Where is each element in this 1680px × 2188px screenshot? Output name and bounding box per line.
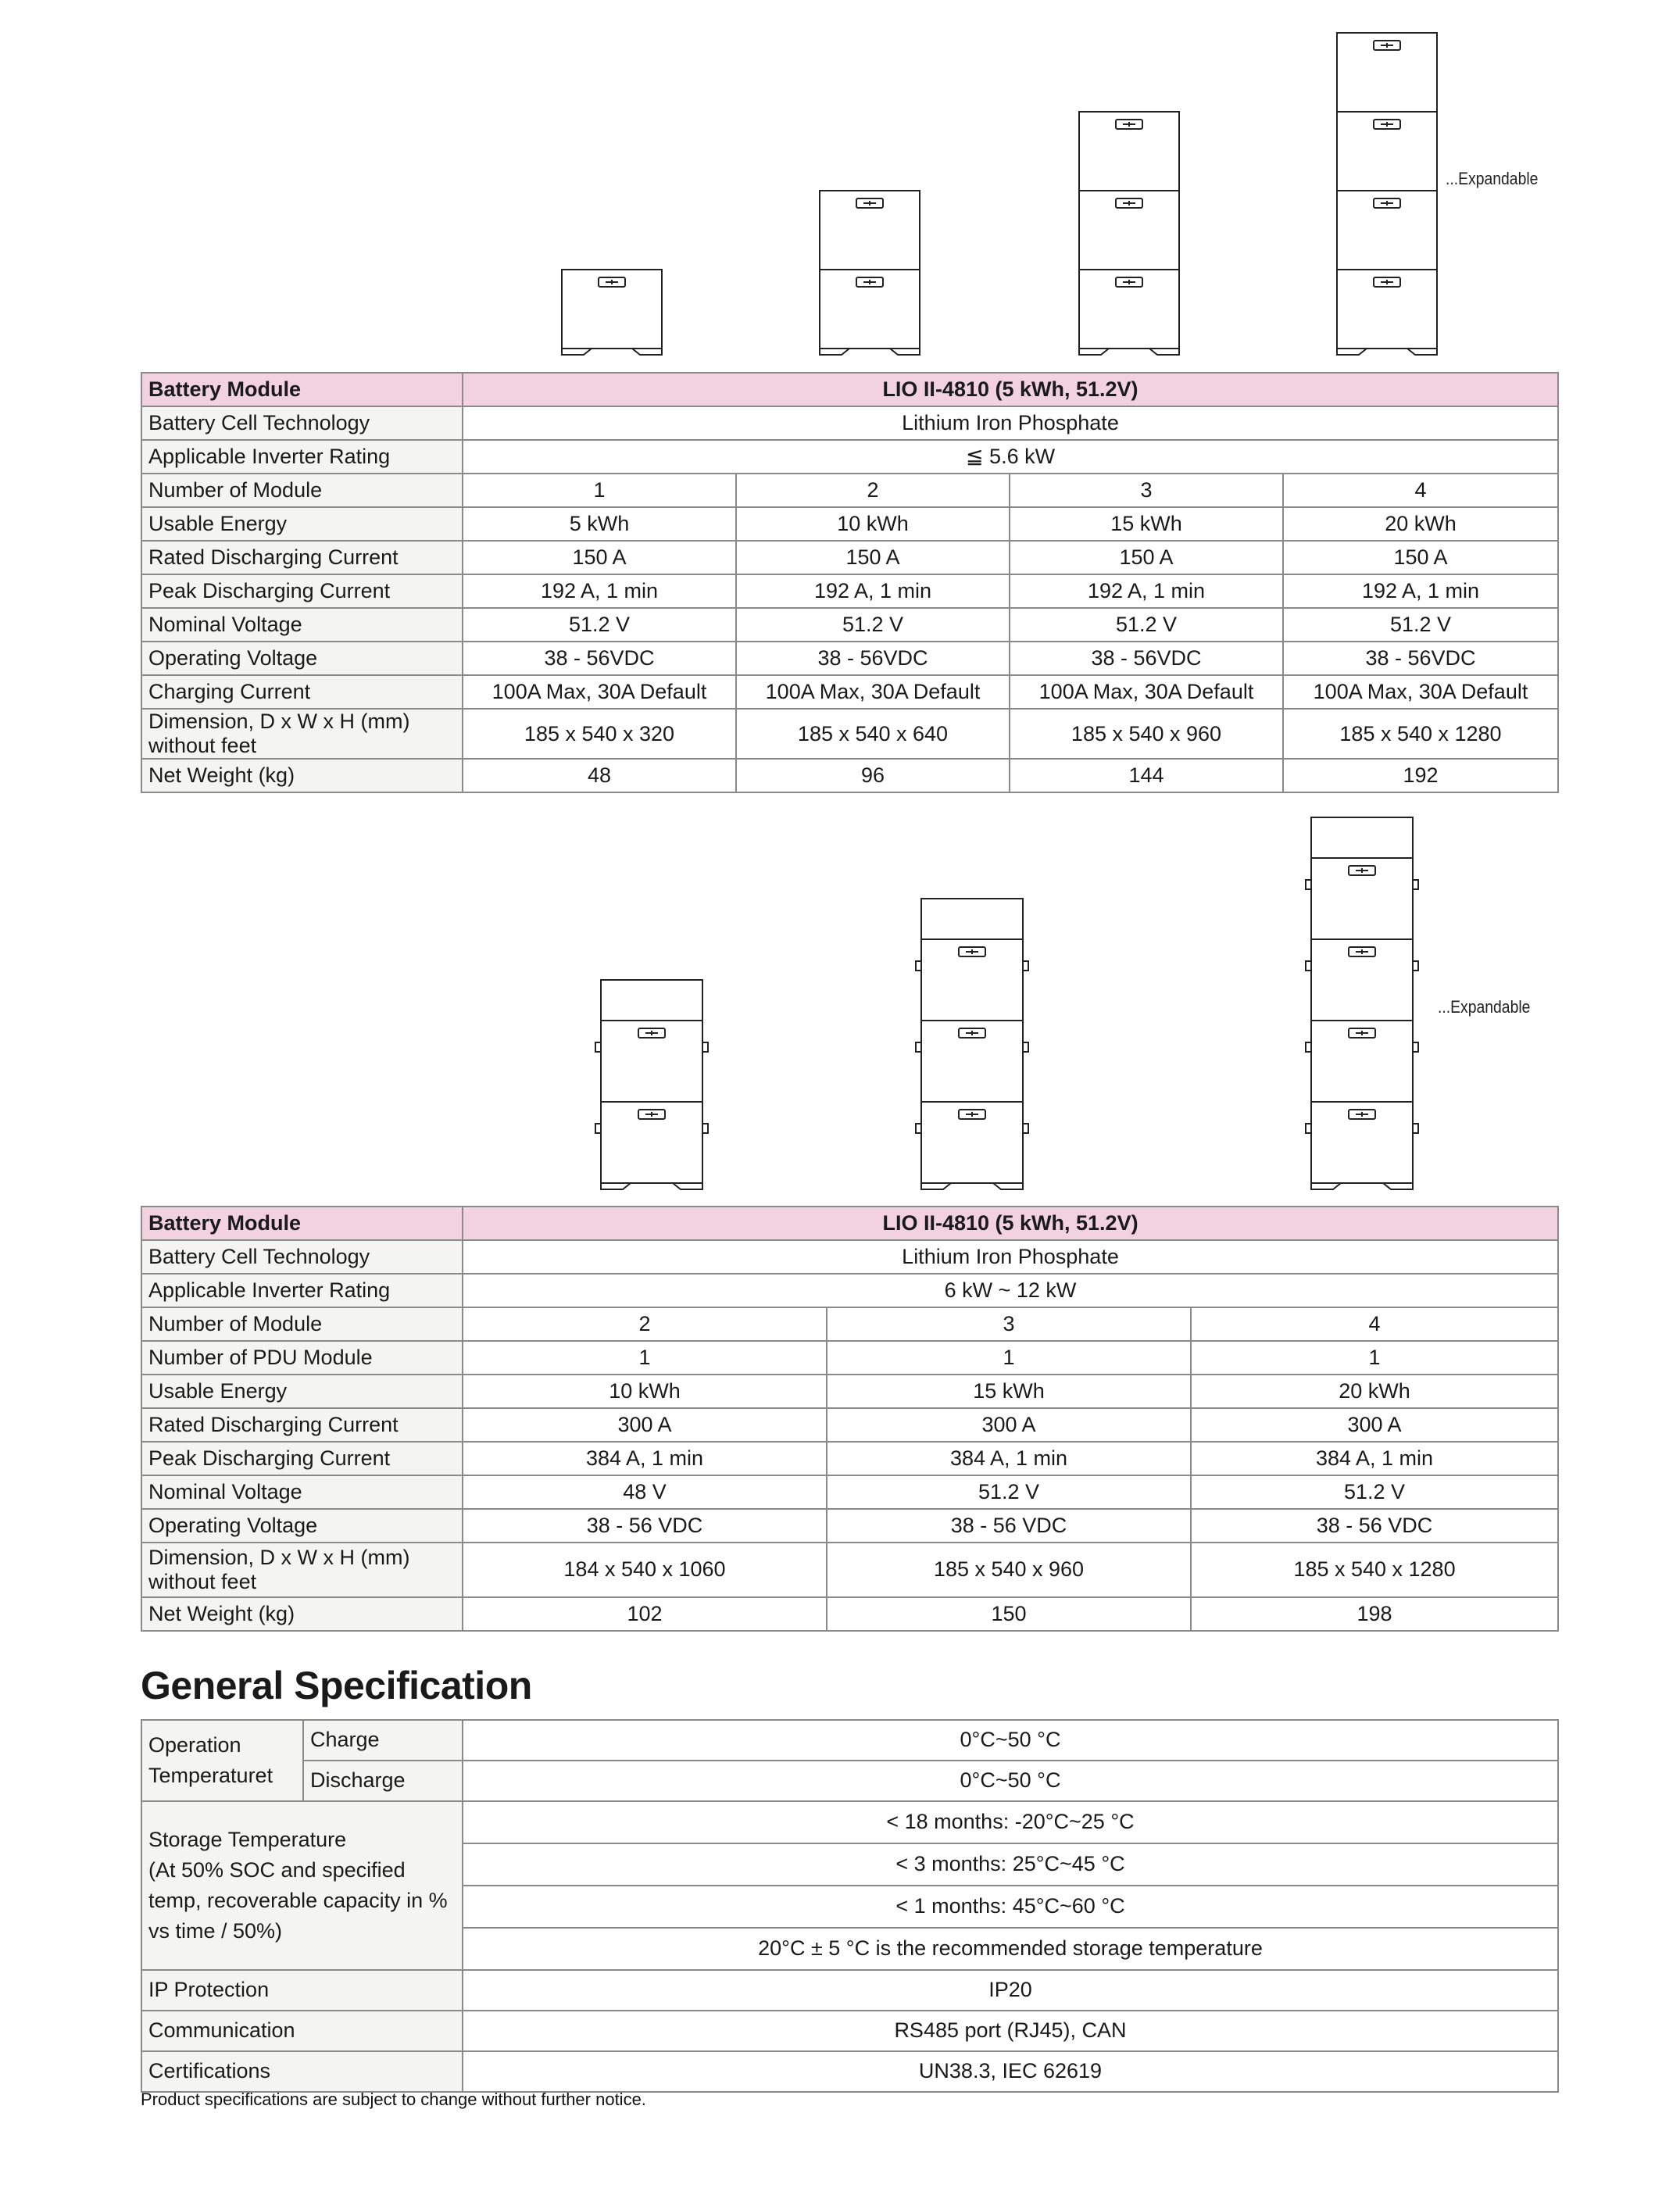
row-label: Communication [141,2011,463,2051]
side-terminal-icon [1306,1042,1311,1052]
row-label-line: Storage Temperature [148,1827,347,1851]
side-terminal-icon [1413,880,1418,889]
cell: 150 A [736,541,1010,574]
battery-stack [820,191,920,355]
table-row [141,1509,1558,1543]
table-row [141,2011,1558,2051]
row-label: Applicable Inverter Rating [141,440,463,474]
row-label-line: Temperaturet [148,1764,273,1787]
row-label: Number of PDU Module [141,1341,463,1375]
cell: 150 A [463,541,736,574]
row-label: Net Weight (kg) [141,759,463,792]
cell: 0°C~50 °C [463,1761,1558,1801]
cell: 102 [463,1597,827,1631]
row-label [141,1801,463,1970]
cell: 192 A, 1 min [1010,574,1283,608]
cell: RS485 port (RJ45), CAN [463,2011,1558,2051]
battery-stack [1306,817,1418,1189]
footnote: Product specifications are subject to change without further notice. [141,2090,646,2109]
stack-feet [1079,349,1179,355]
cell: 185 x 540 x 1280 [1191,1543,1558,1597]
row-label: Applicable Inverter Rating [141,1274,463,1307]
table-row [141,1408,1558,1442]
cell: 48 [463,759,736,792]
row-value: 6 kW ~ 12 kW [463,1274,1558,1307]
cell: 5 kWh [463,507,736,541]
cell: 1 [463,474,736,507]
row-label [141,1543,463,1597]
side-terminal-icon [595,1042,601,1052]
cell: 192 A, 1 min [1283,574,1558,608]
cell: UN38.3, IEC 62619 [463,2051,1558,2092]
spec-table-pdu [141,1206,1559,1632]
cell: 192 [1283,759,1558,792]
table-row [141,507,1558,541]
cell: 51.2 V [827,1475,1191,1509]
side-terminal-icon [916,961,921,971]
row-label: Battery Cell Technology [141,1240,463,1274]
cell: 384 A, 1 min [1191,1442,1558,1475]
row-label: Number of Module [141,1307,463,1341]
cell: 4 [1191,1307,1558,1341]
cell: 96 [736,759,1010,792]
cell: 1 [1191,1341,1558,1375]
table-row [141,1274,1558,1307]
cell: 20°C ± 5 °C is the recommended storage temperature [463,1928,1558,1970]
row-label [141,709,463,759]
stack-feet [921,1183,1023,1189]
cell: 2 [736,474,1010,507]
side-terminal-icon [595,1124,601,1133]
table-row [141,1761,1558,1801]
pdu-module [921,899,1023,939]
cell: 150 A [1010,541,1283,574]
cell: 51.2 V [463,608,736,642]
row-label-line: Operation [148,1732,241,1757]
cell: 10 kWh [463,1375,827,1408]
cell: 100A Max, 30A Default [463,675,736,709]
cell: 198 [1191,1597,1558,1631]
cell: 38 - 56VDC [463,642,736,675]
side-terminal-icon [1306,1124,1311,1133]
model-name: LIO II-4810 (5 kWh, 51.2V) [463,1207,1558,1240]
row-label: Battery Cell Technology [141,406,463,440]
stack-feet [562,349,662,355]
row-label: IP Protection [141,1970,463,2011]
row-label: Rated Discharging Current [141,1408,463,1442]
expandable-label: ...Expandable [1446,169,1539,188]
battery-stack [1079,112,1179,355]
pdu-stack-figure [0,805,1680,1196]
stack-feet [820,349,920,355]
table-row [141,642,1558,675]
cell: 2 [463,1307,827,1341]
row-label: Operating Voltage [141,642,463,675]
cell: 192 A, 1 min [736,574,1010,608]
cell: 15 kWh [1010,507,1283,541]
table-row [141,1375,1558,1408]
cell: 384 A, 1 min [463,1442,827,1475]
battery-stack [916,899,1028,1189]
row-label-line: vs time / 50%) [148,1919,283,1943]
table-row [141,1597,1558,1631]
row-label: Charging Current [141,675,463,709]
side-terminal-icon [1306,880,1311,889]
table-row [141,440,1558,474]
row-label: Operating Voltage [141,1509,463,1543]
row-value: Lithium Iron Phosphate [463,406,1558,440]
cell: < 18 months: -20°C~25 °C [463,1801,1558,1843]
side-terminal-icon [1413,961,1418,971]
cell: 48 V [463,1475,827,1509]
cell: 185 x 540 x 1280 [1283,709,1558,759]
row-label: Peak Discharging Current [141,574,463,608]
cell: 38 - 56 VDC [827,1509,1191,1543]
row-label: Battery Module [141,1207,463,1240]
general-spec-table [141,1719,1559,2093]
pdu-module [601,980,702,1021]
table-row [141,474,1558,507]
side-terminal-icon [1023,961,1028,971]
cell: 150 A [1283,541,1558,574]
pdu-module [1311,817,1413,858]
table-row [141,1720,1558,1761]
cell: 10 kWh [736,507,1010,541]
cell: 1 [463,1341,827,1375]
row-label-line: temp, recoverable capacity in % [148,1889,448,1912]
cell: 184 x 540 x 1060 [463,1543,827,1597]
stack-feet [601,1183,702,1189]
table-row [141,608,1558,642]
cell: 300 A [827,1408,1191,1442]
cell: 300 A [1191,1408,1558,1442]
top-stack-figure [0,0,1680,367]
row-value: Lithium Iron Phosphate [463,1240,1558,1274]
cell: 38 - 56VDC [1283,642,1558,675]
cell: 144 [1010,759,1283,792]
table-row [141,1341,1558,1375]
cell: 38 - 56VDC [736,642,1010,675]
side-terminal-icon [1023,1124,1028,1133]
cell: 38 - 56 VDC [1191,1509,1558,1543]
row-label-line: Dimension, D x W x H (mm) [148,1545,410,1569]
cell: 51.2 V [1010,608,1283,642]
cell: 192 A, 1 min [463,574,736,608]
cell: 0°C~50 °C [463,1720,1558,1761]
row-label-line: without feet [148,734,257,758]
row-label: Nominal Voltage [141,608,463,642]
cell: 185 x 540 x 640 [736,709,1010,759]
row-label: Nominal Voltage [141,1475,463,1509]
cell: < 3 months: 25°C~45 °C [463,1843,1558,1886]
table-row [141,1970,1558,2011]
table-row [141,574,1558,608]
side-terminal-icon [702,1124,708,1133]
table-row [141,759,1558,792]
battery-stack [562,270,662,355]
side-terminal-icon [1413,1042,1418,1052]
table-row [141,1307,1558,1341]
cell: 3 [827,1307,1191,1341]
section-heading: General Specification [141,1664,532,1707]
table-row [141,1801,1558,1843]
row-label: Usable Energy [141,507,463,541]
cell: 300 A [463,1408,827,1442]
table-row [141,1543,1558,1597]
cell: 384 A, 1 min [827,1442,1191,1475]
table-header-row [141,373,1558,406]
cell: 3 [1010,474,1283,507]
cell: 15 kWh [827,1375,1191,1408]
battery-stack [1337,33,1437,355]
cell: 185 x 540 x 320 [463,709,736,759]
row-label: Net Weight (kg) [141,1597,463,1631]
row-label: Peak Discharging Current [141,1442,463,1475]
cell: 38 - 56VDC [1010,642,1283,675]
side-terminal-icon [702,1042,708,1052]
cell: 38 - 56 VDC [463,1509,827,1543]
cell: IP20 [463,1970,1558,2011]
cell: 185 x 540 x 960 [1010,709,1283,759]
sub-label: Charge [303,1720,463,1761]
row-value: ≦ 5.6 kW [463,440,1558,474]
cell: 20 kWh [1283,507,1558,541]
table-header-row [141,1207,1558,1240]
table-row [141,675,1558,709]
row-label: Certifications [141,2051,463,2092]
table-row [141,1442,1558,1475]
sub-label: Discharge [303,1761,463,1801]
table-row [141,541,1558,574]
row-label-line: (At 50% SOC and specified [148,1857,406,1882]
cell: 100A Max, 30A Default [1283,675,1558,709]
cell: 51.2 V [1283,608,1558,642]
side-terminal-icon [1023,1042,1028,1052]
cell: 20 kWh [1191,1375,1558,1408]
cell: 4 [1283,474,1558,507]
battery-stack-illustration [0,0,1680,367]
table-row [141,2051,1558,2092]
side-terminal-icon [916,1124,921,1133]
table-row [141,1240,1558,1274]
cell: 150 [827,1597,1191,1631]
spec-table-standalone [141,372,1559,793]
row-label: Battery Module [141,373,463,406]
cell: 100A Max, 30A Default [1010,675,1283,709]
battery-stack [595,980,708,1189]
table-row [141,1475,1558,1509]
stack-feet [1311,1183,1413,1189]
row-label-line: without feet [148,1570,257,1593]
cell: 1 [827,1341,1191,1375]
table-row [141,406,1558,440]
row-label: Usable Energy [141,1375,463,1408]
cell: < 1 months: 45°C~60 °C [463,1886,1558,1928]
table-row [141,709,1558,759]
pdu-stack-illustration [0,805,1680,1196]
side-terminal-icon [916,1042,921,1052]
side-terminal-icon [1413,1124,1418,1133]
cell: 51.2 V [736,608,1010,642]
row-label-line: Dimension, D x W x H (mm) [148,710,410,733]
cell: 185 x 540 x 960 [827,1543,1191,1597]
model-name: LIO II-4810 (5 kWh, 51.2V) [463,373,1558,406]
row-label: Rated Discharging Current [141,541,463,574]
row-label [141,1720,303,1801]
row-label: Number of Module [141,474,463,507]
cell: 100A Max, 30A Default [736,675,1010,709]
side-terminal-icon [1306,961,1311,971]
stack-feet [1337,349,1437,355]
expandable-label: ...Expandable [1438,997,1531,1017]
cell: 51.2 V [1191,1475,1558,1509]
